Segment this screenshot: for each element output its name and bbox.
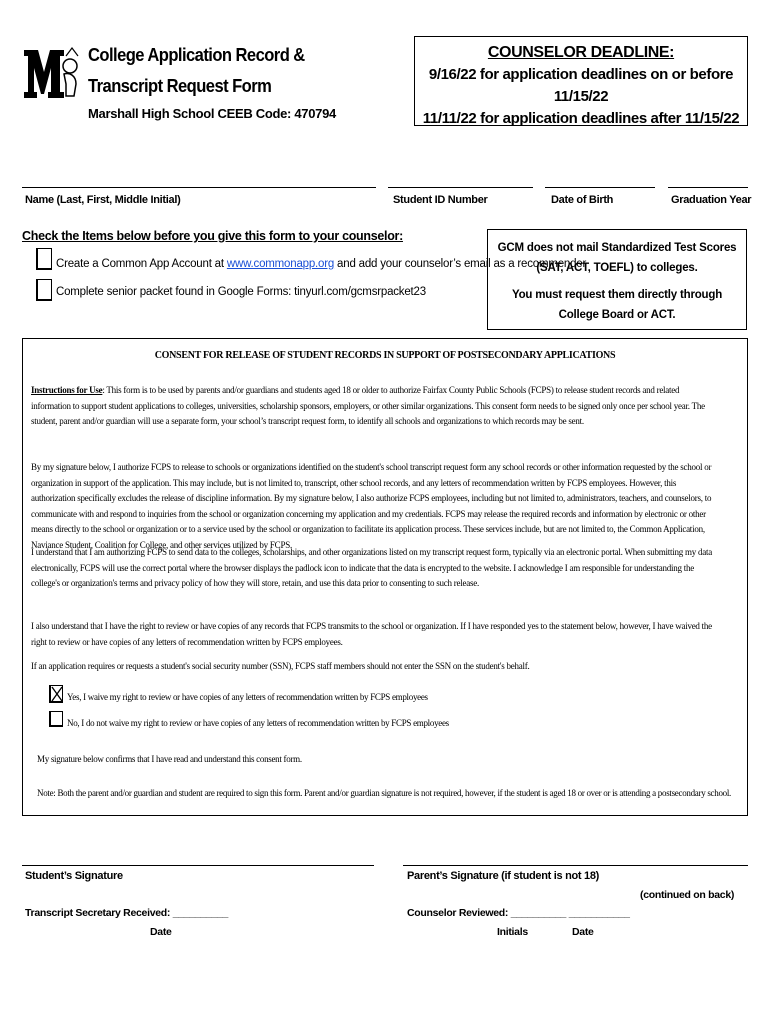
deadline-line1: 9/16/22 for application deadlines on or before 11/15/22: [428, 66, 734, 105]
form-title: [88, 40, 305, 102]
counselor-deadline-box: [414, 36, 748, 126]
instructions-paragraph: [31, 383, 721, 430]
marshall-logo-icon: [22, 44, 80, 104]
counselor-initials-label: Initials: [497, 926, 528, 938]
form-title-line2: Transcript Request Form: [88, 76, 272, 96]
signature-confirmation: My signature below confirms that I have read and understand this consent form.: [37, 754, 302, 764]
form-title-line1: College Application Record &: [88, 45, 305, 65]
parent-signature-line[interactable]: [403, 865, 748, 866]
student-id-field-line[interactable]: [388, 187, 533, 188]
secretary-date-label: Date: [150, 926, 172, 938]
commonapp-link[interactable]: www.commonapp.org: [226, 258, 335, 270]
electronic-portal-paragraph: I understand that I am authorizing FCPS to send data to the colleges, scholarships, and other organizations listed on my transcript request form, typically via an electronic portal. When submitting my data electronically, FCPS will use the correct portal where the browser displays the padlock icon to indicate that the data is encrypted to the website. I acknowledge I am responsible for understanding the college's or organization's terms and privacy policy of how they will store, retain, and use this data prior to consenting to such release.: [31, 547, 712, 588]
student-signature-line[interactable]: [22, 865, 374, 866]
consent-title: CONSENT FOR RELEASE OF STUDENT RECORDS IN SUPPORT OF POSTSECONDARY APPLICATIONS: [154, 350, 616, 361]
checklist-item-senior-packet: Complete senior packet found in Google Forms: tinyurl.com/gcmsrpacket23: [56, 286, 426, 298]
parent-signature-label: Parent’s Signature (if student is not 18): [407, 870, 600, 882]
waive-no-checkbox[interactable]: [49, 711, 63, 727]
dob-field-line[interactable]: [545, 187, 655, 188]
gcm-line2: (SAT, ACT, TOEFL) to colleges.: [536, 262, 698, 274]
instructions-label: Instructions for Use: [31, 385, 103, 395]
instructions-text: : This form is to be used by parents and/or guardians and students aged 18 or older to authorize Fairfax County Public Schools (FCPS) to release student records and related information to support student applications to colleges, universities, scholarship sponsors, employers, or other similar organizations. This consent form needs to be signed only once per school year. The student, parent and/or guardian will use a separate form, your school’s transcript request form, to identify all schools and organizations to which records may be sent.: [31, 385, 705, 426]
commonapp-checkbox[interactable]: [36, 248, 52, 270]
name-field-label: Name (Last, First, Middle Initial): [25, 194, 181, 206]
waive-yes-checkbox[interactable]: [49, 685, 63, 703]
checklist-item1-post: and add your counselor’s email as a recommender: [334, 258, 587, 270]
student-signature-label: Student’s Signature: [25, 870, 123, 882]
counselor-date-label: Date: [572, 926, 594, 938]
ssn-paragraph: If an application requires or requests a student's social security number (SSN), FCPS staff members should not enter the SSN on the student's behalf.: [31, 661, 530, 671]
gcm-test-scores-notice: [487, 229, 747, 330]
consent-section: [22, 338, 748, 816]
checklist-title: Check the Items below before you give this form to your counselor:: [22, 229, 403, 243]
name-field-line[interactable]: [22, 187, 376, 188]
waive-no-label: No, I do not waive my right to review or have copies of any letters of recommendation written by FCPS employees: [67, 718, 449, 728]
counselor-reviewed[interactable]: Counselor Reviewed: __________ ___________: [407, 907, 630, 919]
deadline-line2: 11/11/22 for application deadlines after 11/15/22: [422, 110, 740, 127]
gcm-line4: College Board or ACT.: [558, 309, 676, 321]
gcm-line3: You must request them directly through: [511, 289, 723, 301]
deadline-heading: COUNSELOR DEADLINE:: [487, 44, 675, 61]
dob-label: Date of Birth: [551, 194, 614, 206]
grad-year-label: Graduation Year: [671, 194, 752, 206]
review-rights-paragraph: I also understand that I have the right to review or have copies of any records that FCPS transmits to the school or organization. If I have responded yes to the statement below, however, I have waived the right to review or have copies of any letters of recommendation written by FCPS employees.: [31, 621, 712, 647]
continued-on-back: (continued on back): [640, 889, 735, 901]
ceeb-code: Marshall High School CEEB Code: 470794: [88, 106, 336, 121]
grad-year-field-line[interactable]: [668, 187, 748, 188]
transcript-secretary-received[interactable]: Transcript Secretary Received: __________: [25, 907, 229, 919]
gcm-line1: GCM does not mail Standardized Test Scores: [497, 242, 737, 254]
senior-packet-checkbox[interactable]: [36, 279, 52, 301]
waive-yes-label: Yes, I waive my right to review or have copies of any letters of recommendation written by FCPS employees: [67, 692, 428, 702]
checklist-item1-pre: Create a Common App Account at: [56, 258, 227, 270]
authorization-paragraph: By my signature below, I authorize FCPS to release to schools or organizations identified on the student's school transcript request form any school records or other information requested by the school or organization in support of the application. This may include, but is not limited to, transcript, other school records, and any letters of recommendation written by FCPS employees. However, this authorization specifically excludes the release of discipline information. By my signature below, I also authorize FCPS employees, including but not limited to, administrators, teachers, and counselors, to communicate with and respond to inquiries from the school or organization concerning my application and my credentials. FCPS may release the required records and information by electronic or other means directly to the school or organization or to a service used by the school or organization to facilitate its application process. These services include, but are not limited to, the Common Application, Naviance Student, Coalition for College, and other services utilized by FCPS.: [31, 462, 712, 550]
checked-x-icon: [51, 686, 63, 702]
signature-note: Note: Both the parent and/or guardian and student are required to sign this form. Parent and/or guardian signature is not required, however, if the student is aged 18 or over or is attending a postsecondary school.: [37, 788, 731, 798]
student-id-label: Student ID Number: [393, 194, 488, 206]
